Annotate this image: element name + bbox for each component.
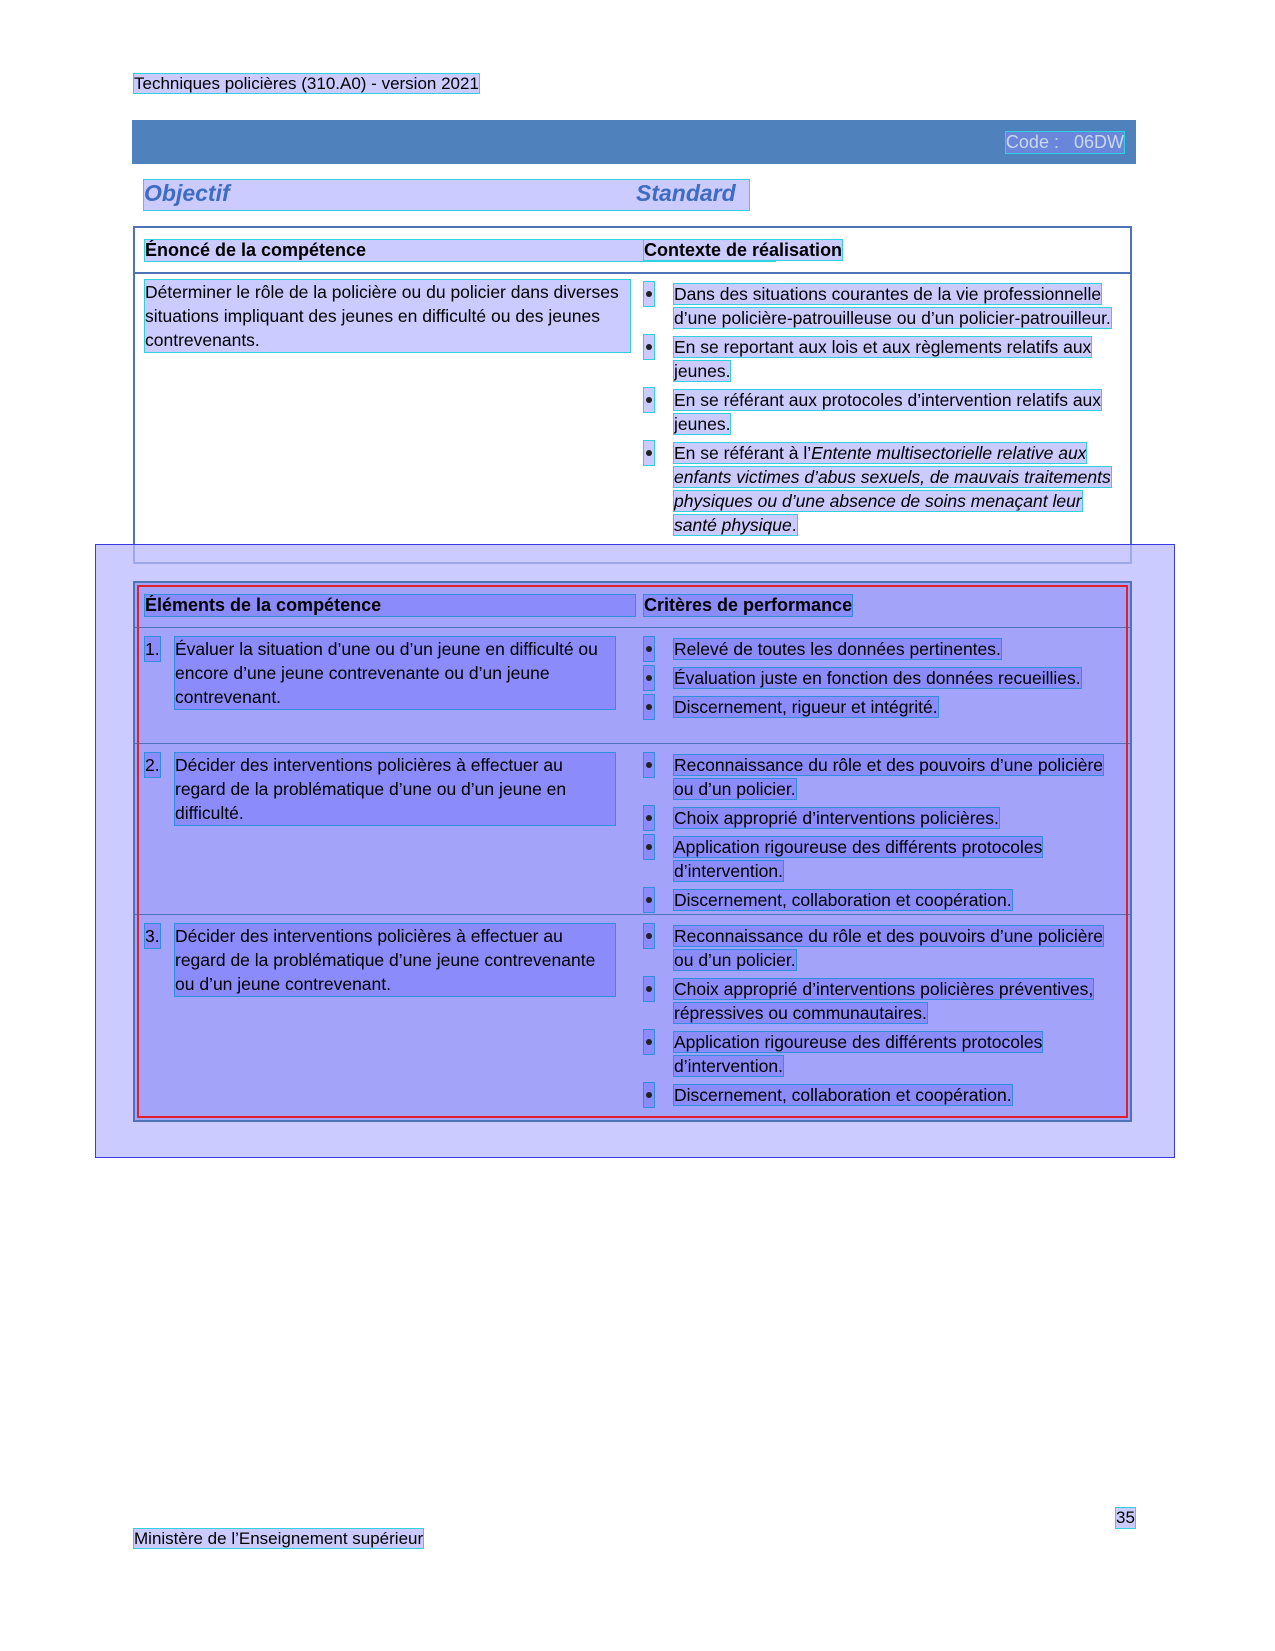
criterion-text: Discernement, rigueur et intégrité. xyxy=(674,697,938,717)
table-row xyxy=(135,743,1130,915)
criterion-item xyxy=(644,1083,1114,1107)
competency-code xyxy=(1006,132,1124,153)
criterion-item xyxy=(644,806,1114,830)
document-header xyxy=(134,74,479,94)
table-row xyxy=(135,914,1130,1120)
bullet-icon xyxy=(644,695,654,719)
bullet-icon xyxy=(644,335,654,359)
element-text: Décider des interventions policières à effectuer au regard de la problématique d’une ou d’un jeune en difficulté. xyxy=(175,753,615,825)
context-item-text: Dans des situations courantes de la vie professionnelle d’une policière-patrouilleuse ou d’un policier-patrouilleur. xyxy=(674,284,1111,328)
competency-statement-table xyxy=(133,226,1132,564)
bullet-icon xyxy=(644,888,654,912)
criterion-item xyxy=(644,1030,1114,1078)
column-header-context xyxy=(644,240,844,261)
criterion-text: Relevé de toutes les données pertinentes. xyxy=(674,639,1001,659)
criterion-item xyxy=(644,977,1114,1025)
table-row xyxy=(135,627,1130,744)
ministry-name: Ministère de l’Enseignement supérieur xyxy=(134,1529,424,1548)
criterion-text: Évaluation juste en fonction des données recueillies. xyxy=(674,668,1081,688)
context-item-text: En se référant à l’Entente multisectorielle relative aux enfants victimes d’abus sexuels, de mauvais traitements physiques ou d’une absence de soins menaçant leur santé physique. xyxy=(674,443,1111,535)
element-number: 2. xyxy=(145,755,160,775)
criterion-item xyxy=(644,637,1114,661)
code-bar xyxy=(132,120,1136,164)
bullet-icon xyxy=(644,977,654,1001)
context-header-label: Contexte de réalisation xyxy=(644,240,843,260)
criterion-text: Application rigoureuse des différents protocoles d’intervention. xyxy=(674,1032,1043,1076)
column-header-elements: Éléments de la compétence xyxy=(145,595,635,616)
bullet-icon xyxy=(644,441,654,465)
criteria-list xyxy=(644,924,1114,1112)
context-list xyxy=(644,282,1114,542)
bullet-icon xyxy=(644,282,654,306)
criterion-text: Discernement, collaboration et coopération. xyxy=(674,1085,1012,1105)
objective-heading: Objectif xyxy=(144,180,230,206)
criterion-text: Application rigoureuse des différents protocoles d’intervention. xyxy=(674,837,1043,881)
competency-element xyxy=(145,637,615,709)
context-item xyxy=(644,388,1114,436)
code-label: Code : xyxy=(1005,132,1059,152)
bullet-icon xyxy=(644,924,654,948)
context-item-text: En se référant aux protocoles d’intervention relatifs aux jeunes. xyxy=(674,390,1102,434)
competency-element xyxy=(145,753,615,825)
bullet-icon xyxy=(644,806,654,830)
competency-element xyxy=(145,924,615,996)
bullet-icon xyxy=(644,835,654,859)
bullet-icon xyxy=(644,1083,654,1107)
criteria-list xyxy=(644,753,1114,917)
code-value: 06DW xyxy=(1073,132,1124,152)
element-text: Décider des interventions policières à effectuer au regard de la problématique d’une jeune contrevenante ou d’un jeune contrevenant. xyxy=(175,924,615,996)
bullet-icon xyxy=(644,666,654,690)
element-number: 3. xyxy=(145,926,160,946)
table-header-row xyxy=(135,228,1130,274)
criterion-text: Reconnaissance du rôle et des pouvoirs d’une policière ou d’un policier. xyxy=(674,926,1104,970)
context-item-text: En se reportant aux lois et aux règlements relatifs aux jeunes. xyxy=(674,337,1092,381)
criterion-item xyxy=(644,835,1114,883)
context-item xyxy=(644,441,1114,537)
column-header-criteria: Critères de performance xyxy=(644,595,853,615)
performance-criteria-table xyxy=(133,581,1132,1122)
criterion-item xyxy=(644,753,1114,801)
criterion-item xyxy=(644,888,1114,912)
context-item xyxy=(644,282,1114,330)
criterion-item xyxy=(644,695,1114,719)
page-number: 35 xyxy=(1116,1508,1135,1527)
criterion-text: Choix approprié d’interventions policières. xyxy=(674,808,999,828)
bullet-icon xyxy=(644,753,654,777)
standard-heading: Standard xyxy=(636,180,736,206)
criterion-text: Choix approprié d’interventions policières préventives, répressives ou communautaires. xyxy=(674,979,1094,1023)
competency-statement: Déterminer le rôle de la policière ou du policier dans diverses situations impliquant des jeunes en difficulté ou des jeunes contrevenants. xyxy=(145,280,630,352)
table-header-row xyxy=(135,583,1130,628)
section-heading-row xyxy=(144,180,749,210)
document-footer xyxy=(134,1529,423,1549)
criterion-item xyxy=(644,924,1114,972)
criterion-text: Discernement, collaboration et coopération. xyxy=(674,890,1012,910)
program-title: Techniques policières (310.A0) - version 2021 xyxy=(134,74,479,93)
bullet-icon xyxy=(644,637,654,661)
criterion-text: Reconnaissance du rôle et des pouvoirs d’une policière ou d’un policier. xyxy=(674,755,1104,799)
criterion-item xyxy=(644,666,1114,690)
bullet-icon xyxy=(644,1030,654,1054)
element-text: Évaluer la situation d’une ou d’un jeune en difficulté ou encore d’une jeune contrevenante ou d’un jeune contrevenant. xyxy=(175,637,615,709)
statement-header-label: Énoncé de la compétence xyxy=(145,240,367,260)
criteria-list xyxy=(644,637,1114,724)
bullet-icon xyxy=(644,388,654,412)
context-item xyxy=(644,335,1114,383)
context-item-italic: Entente multisectorielle relative aux enfants victimes d’abus sexuels, de mauvais traitements physiques ou d’une absence de soins menaçant leur santé physique xyxy=(674,443,1111,535)
element-number: 1. xyxy=(145,639,160,659)
